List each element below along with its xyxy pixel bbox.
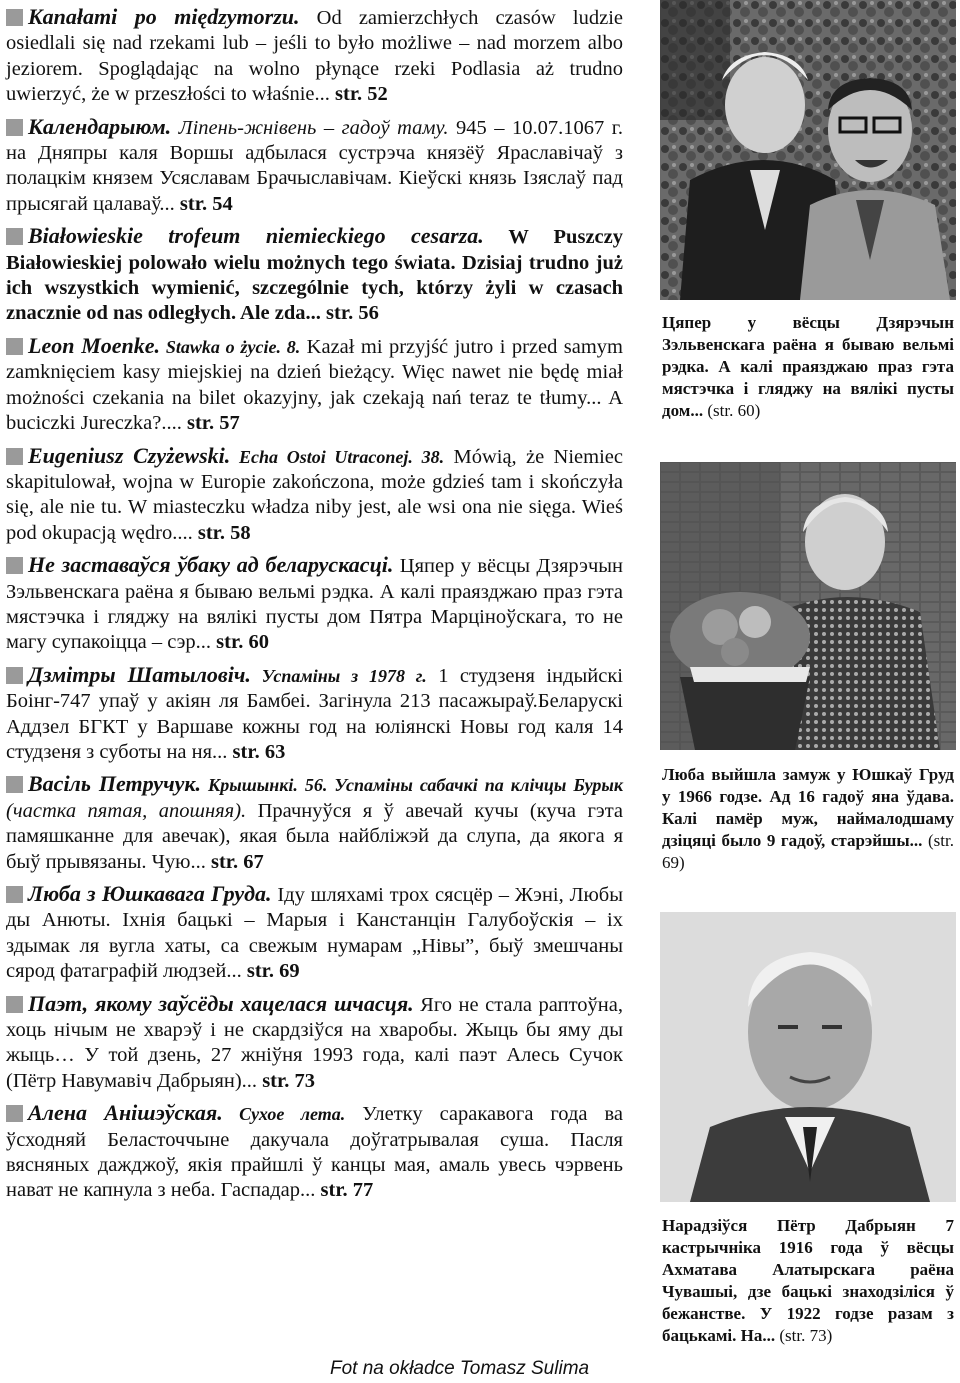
photo-elderly-man (660, 912, 956, 1202)
entry-page-link[interactable]: str. 54 (179, 192, 233, 215)
entry-text: Яго не стала раптоўна, хоць нічым не хварэў і не скардзіўся на хваробы. Жыць бы яму ды жыць… У той дзень, 27 жніўня 1993 года, калі паэт Алесь Сучок (Пётр Навумавіч Дабрыян)... (6, 993, 623, 1092)
bullet-square-icon (6, 119, 23, 136)
entry-page-link[interactable]: str. 63 (232, 740, 286, 763)
contents-entry[interactable] (6, 881, 623, 985)
contents-column (6, 4, 623, 1210)
entry-title: Białowieskie trofeum niemieckiego cesarza. (28, 223, 484, 249)
entry-page-link[interactable]: str. 77 (320, 1179, 374, 1202)
bullet-square-icon (6, 228, 23, 245)
entry-title: Eugeniusz Czyżewski. (28, 442, 231, 468)
contents-entry[interactable] (6, 1100, 623, 1204)
contents-entry[interactable] (6, 4, 623, 108)
cover-photo-credit: Fot na okładce Tomasz Sulima (330, 1358, 590, 1379)
entry-title: Люба з Юшкавага Груда. (28, 881, 272, 906)
entry-subtitle: Сухое лета. (222, 1104, 346, 1125)
entry-page-link[interactable]: str. 52 (335, 83, 388, 106)
entry-title: Kanałami po międzymorzu. (28, 4, 300, 29)
entry-subtitle: Крышынкі. 56. Успаміны сабачкі па клічцы Бурык (201, 775, 623, 796)
entry-title: Паэт, якому заўсёды хацелася шчасця. (28, 990, 414, 1016)
bullet-square-icon (6, 1105, 23, 1122)
entry-page-link[interactable]: str. 67 (211, 850, 264, 873)
entry-page-link[interactable]: str. 73 (262, 1069, 315, 1092)
contents-entry[interactable] (6, 662, 623, 766)
entry-text: 1 студзеня індыйскі Боінг-747 упаў у акіян ля Бамбеі. Загінула 213 пасажыраў.Беларускі Аддзел БГКТ у Варшаве кожны год на юліянскі Новы год каля 14 студзеня з суботы на ня... (6, 664, 623, 763)
photo-caption-2: Люба выйшла замуж у Юшкаў Груд у 1966 годзе. Ад 16 гадоў яна ўдава. Калі памёр муж, наймалодшаму дзіцяці было 9 гадоў, старэйшы... (str. 69) (662, 765, 954, 872)
entry-title: Алена Анішэўская. (28, 1100, 223, 1126)
entry-text: Улетку саракавога года ва ўсходняй Беласточчыне дакучала доўгатрывалая суша. Пасля вясняных дажджоў, якія прайшлі ў канцы мая, амаль увесь чэрвень нават не капнула з неба. Гаспадар... (6, 1103, 623, 1202)
contents-entry[interactable] (6, 552, 623, 656)
contents-entry[interactable] (6, 991, 623, 1095)
entry-text: Прачнуўся я ў авечай кучы (куча гэта памяшканне для авечак), якая была найбліжэй да слупа, да якога я быў прывязаны. Чую... (6, 799, 623, 873)
entry-title: Васіль Петручук. (28, 771, 202, 797)
contents-entry[interactable] (6, 114, 623, 218)
bullet-square-icon (6, 448, 23, 465)
contents-entry[interactable] (6, 771, 623, 875)
entry-title: Дзмітры Шатыловіч. (28, 661, 251, 687)
entry-page-link[interactable]: str. 57 (187, 412, 240, 435)
photo-caption-3: Нарадзіўся Пётр Дабрыян 7 кастрычніка 1916 года ў вёсцы Ахматава Алатырскага раёна Чувашыі, дзе бацькі знаходзіліся ў бежанстве. У 1922 годзе разам з бацькамі. На... (str. 73) (662, 1216, 954, 1345)
photo-woman-flowers (660, 462, 956, 750)
entry-text: Mówią, że Niemiec skapitulował, wojna w Europie zakończona, może gdzieś tam i skończyła się, ale nie tu. W miasteczku władza niby jest, ale wsi ona nie sięga. Wieś pod okupacją wędro.... (6, 445, 623, 544)
bullet-square-icon (6, 776, 23, 793)
entry-text: Іду шляхамі трох сясцёр – Жэні, Любы ды Анюты. Іхнія бацькі – Марыя і Канстанцін Галубоўскія – іх здымак ля вугла хаты, са свежым нумарам „Нівы”, быў змешчаны сярод фатаграфій людзей... (6, 884, 623, 983)
entry-text: Цяпер у вёсцы Дзярэчын Зэльвенскага раёна я бываю вельмі рэдка. А калі праязджаю праз гэта мястэчка і гляджу на вялікі пусты дом Пятра Марціноўскага, то не магу супакоіцца – сэр... (6, 555, 624, 654)
entry-subtitle: Echa Ostoi Utraconej. 38. (230, 446, 445, 467)
entry-text: 945 – 10.07.1067 г. на Дняпры каля Воршы адбылася сустрэча князёў Яраславічаў з полацкім князем Усяславам Брачыславічам. Кіеўскі князь Ізяслаў пад прысягай цалаваў... (6, 116, 623, 215)
entry-page-link[interactable]: str. 60 (216, 631, 269, 654)
bullet-square-icon (6, 9, 23, 26)
contents-entry[interactable] (6, 333, 623, 437)
entry-subtitle: Stawka o życie. 8. (160, 336, 301, 357)
bullet-square-icon (6, 557, 23, 574)
entry-subtitle-italic: Ліпень-жнівень – гадоў таму. (171, 116, 449, 139)
contents-entry[interactable] (6, 443, 623, 547)
elderly-man-portrait-icon (660, 912, 956, 1202)
entry-page-link[interactable]: str. 56 (326, 302, 379, 325)
bullet-square-icon (6, 667, 23, 684)
entry-title: Не заставаўся ўбаку ад беларускасці. (28, 552, 394, 578)
entry-title: Leon Moenke. (28, 332, 161, 358)
bullet-square-icon (6, 886, 23, 903)
entry-subtitle: Успаміны з 1978 г. (250, 665, 427, 686)
contents-entry[interactable] (6, 223, 623, 327)
entry-title: Календарыюм. (28, 113, 172, 139)
woman-with-flowers-photo-icon (660, 462, 956, 750)
photo-caption-1: Цяпер у вёсцы Дзярэчын Зэльвенскага раёна я бываю вельмі рэдка. А калі праязджаю праз гэта мястэчка і гляджу на вялікі пусты дом... (str. 60) (662, 313, 954, 420)
entry-text: W Puszczy Białowieskiej polowało wielu możnych tego świata. Dzisiaj trudno już ich wszystkich wymienić, szczególnie tych, którzy żyli w czasach znacznie od nas odległych. Ale zda... (6, 226, 623, 325)
entry-text: Od zamierzchłych czasów ludzie osiedlali się nad rzekami lub – jeśli to było możliwe – nad morzem albo jeziorem. Spoglądając na wolno płynące rzeki Podlasia aż trudno uwierzyć, że w przeszłości to właśnie... (6, 7, 623, 106)
entry-page-link[interactable]: str. 58 (197, 521, 251, 544)
entry-text: Kazał mi przyjść jutro i przed samym zamknięciem kasy miejskiej na dzień bieżący. Więc nawet nie będę miał możności czekania na bilet okazyjny, jak czekają nań teraz te tłumy... A buciczki Jureczka?.... (6, 335, 623, 435)
entry-page-link[interactable]: str. 69 (246, 960, 300, 983)
photo-two-men (660, 0, 956, 300)
two-men-photo-icon (660, 0, 956, 300)
entry-subtitle-italic: (частка пятая, апошняя). (6, 799, 247, 822)
bullet-square-icon (6, 338, 23, 355)
bullet-square-icon (6, 996, 23, 1013)
